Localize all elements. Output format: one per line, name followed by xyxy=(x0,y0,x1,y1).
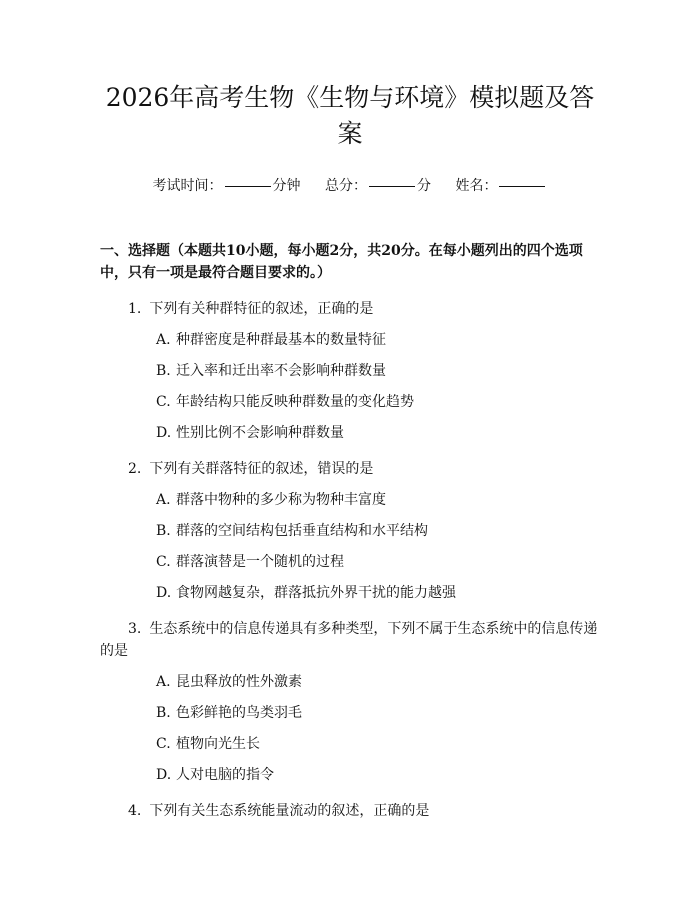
option-text: 种群密度是种群最基本的数量特征 xyxy=(176,332,386,348)
question-stem xyxy=(100,800,600,822)
option-text: 群落演替是一个随机的过程 xyxy=(176,554,344,570)
question-4 xyxy=(100,800,600,822)
option-letter: B. xyxy=(156,705,171,721)
option-c xyxy=(100,391,600,413)
option-letter: D. xyxy=(156,425,172,441)
question-stem xyxy=(100,298,600,320)
option-text: 群落中物种的多少称为物种丰富度 xyxy=(176,492,386,508)
document-title: 2026年高考生物《生物与环境》模拟题及答案 xyxy=(105,83,595,148)
option-text: 群落的空间结构包括垂直结构和水平结构 xyxy=(176,523,428,539)
option-letter: A. xyxy=(156,332,171,348)
option-c xyxy=(100,551,600,573)
option-d xyxy=(100,582,600,604)
question-text: 下列有关种群特征的叙述，正确的是 xyxy=(149,301,374,317)
question-number: 2. xyxy=(128,461,142,477)
total-score-unit: 分 xyxy=(417,178,431,194)
exam-time-field xyxy=(153,176,301,196)
student-name-label: 姓名： xyxy=(455,178,498,194)
option-letter: A. xyxy=(156,674,171,690)
option-text: 昆虫释放的性外激素 xyxy=(176,674,302,690)
question-text: 下列有关群落特征的叙述，错误的是 xyxy=(149,461,374,477)
option-text: 人对电脑的指令 xyxy=(176,767,274,783)
exam-time-blank xyxy=(225,186,271,187)
question-text: 生态系统中的信息传递具有多种类型，下列不属于生态系统中的信息传递的是 xyxy=(100,621,598,659)
option-letter: C. xyxy=(156,554,171,570)
question-1 xyxy=(100,298,600,444)
total-score-field xyxy=(325,176,431,196)
exam-meta-line xyxy=(100,176,600,196)
question-stem xyxy=(100,458,600,480)
option-text: 迁入率和迁出率不会影响种群数量 xyxy=(176,363,386,379)
student-name-blank xyxy=(499,186,545,187)
option-d xyxy=(100,422,600,444)
option-a xyxy=(100,329,600,351)
option-text: 年龄结构只能反映种群数量的变化趋势 xyxy=(176,394,414,410)
total-score-blank xyxy=(369,186,415,187)
section-heading: 一、选择题（本题共10小题，每小题2分，共20分。在每小题列出的四个选项中，只有一项是最符合题目要求的。） xyxy=(100,243,583,281)
question-2 xyxy=(100,458,600,604)
option-letter: B. xyxy=(156,523,171,539)
option-letter: C. xyxy=(156,394,171,410)
option-text: 色彩鲜艳的鸟类羽毛 xyxy=(176,705,302,721)
exam-time-unit: 分钟 xyxy=(272,178,301,194)
option-list xyxy=(100,489,600,604)
option-list xyxy=(100,671,600,786)
option-a xyxy=(100,489,600,511)
exam-time-label: 考试时间： xyxy=(152,178,223,194)
option-letter: D. xyxy=(156,585,172,601)
option-list xyxy=(100,329,600,444)
question-number: 1. xyxy=(128,301,142,317)
total-score-label: 总分： xyxy=(325,178,367,194)
option-b xyxy=(100,520,600,542)
question-stem xyxy=(100,618,600,662)
option-text: 植物向光生长 xyxy=(176,736,260,752)
option-text: 食物网越复杂，群落抵抗外界干扰的能力越强 xyxy=(176,585,456,601)
option-letter: A. xyxy=(156,492,171,508)
option-c xyxy=(100,733,600,755)
option-d xyxy=(100,764,600,786)
option-letter: D. xyxy=(156,767,172,783)
option-letter: B. xyxy=(156,363,171,379)
question-text: 下列有关生态系统能量流动的叙述，正确的是 xyxy=(149,803,430,819)
option-letter: C. xyxy=(156,736,171,752)
option-a xyxy=(100,671,600,693)
question-number: 4. xyxy=(128,803,142,819)
option-b xyxy=(100,360,600,382)
question-number: 3. xyxy=(128,621,142,637)
question-3 xyxy=(100,618,600,786)
option-b xyxy=(100,702,600,724)
option-text: 性别比例不会影响种群数量 xyxy=(176,425,344,441)
student-name-field xyxy=(455,176,547,196)
